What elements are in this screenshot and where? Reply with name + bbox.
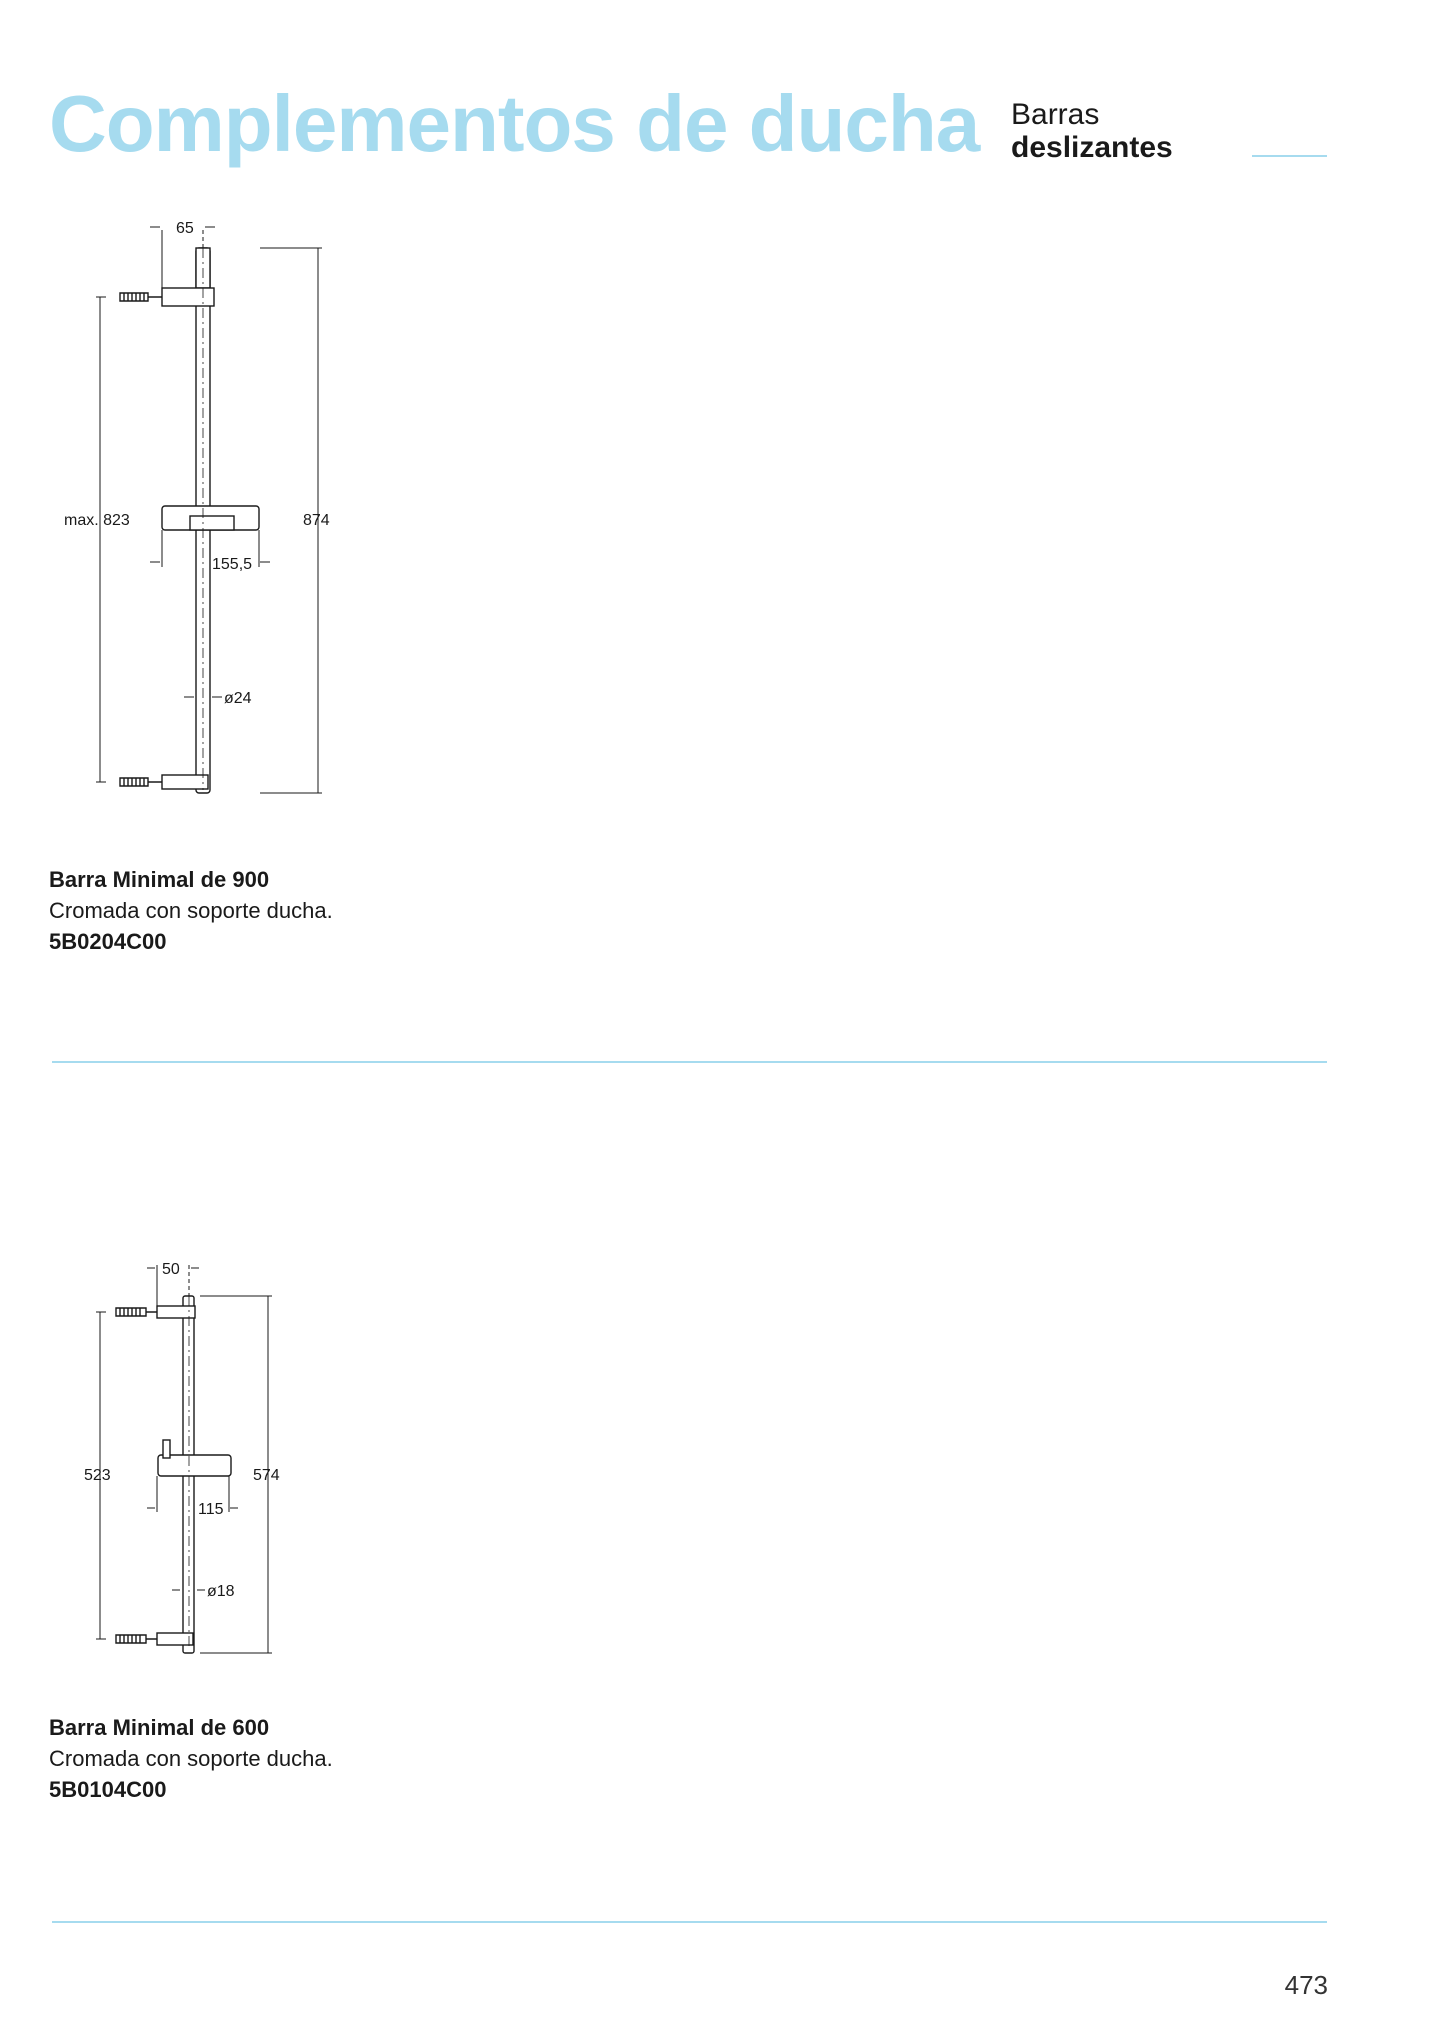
dim-diameter-label: ø24	[224, 690, 252, 707]
wall-plug-top	[120, 293, 148, 301]
top-bracket	[162, 288, 214, 306]
product-name: Barra Minimal de 600	[49, 1715, 270, 1740]
product-code: 5B0104C00	[49, 1777, 167, 1802]
dim-offset-label: 65	[176, 220, 194, 237]
product-name: Barra Minimal de 900	[49, 867, 270, 892]
section-subtitle	[1011, 98, 1173, 164]
product-code: 5B0204C00	[49, 929, 167, 954]
product-caption-600	[49, 1712, 333, 1805]
dim-holder-label: 115	[198, 1501, 224, 1518]
section-divider	[52, 1921, 1327, 1923]
dim-max-label: max. 823	[64, 512, 130, 529]
product-description: Cromada con soporte ducha.	[49, 898, 333, 923]
dim-total-label: 874	[303, 512, 330, 529]
wall-plug-top	[116, 1308, 146, 1316]
product-drawing-900	[0, 210, 400, 810]
dim-diameter-label: ø18	[207, 1583, 235, 1600]
product-drawing-600	[0, 1250, 400, 1670]
dim-holder-label: 155,5	[212, 556, 253, 573]
dim-offset-label: 50	[162, 1261, 180, 1278]
dim-total-label: 574	[253, 1467, 280, 1484]
header-rule	[1252, 155, 1327, 157]
page-title: Complementos de ducha	[49, 79, 980, 168]
wall-plug-bottom	[116, 1635, 146, 1643]
section-divider	[52, 1061, 1327, 1063]
page-number: 473	[1284, 1970, 1328, 2000]
dim-max-label: 523	[84, 1467, 111, 1484]
wall-plug-bottom	[120, 778, 148, 786]
product-caption-900	[49, 864, 333, 957]
subtitle-line-1: Barras	[1011, 98, 1100, 131]
product-description: Cromada con soporte ducha.	[49, 1746, 333, 1771]
subtitle-line-2: deslizantes	[1011, 131, 1173, 164]
bottom-bracket	[157, 1633, 193, 1645]
bottom-bracket	[162, 775, 208, 789]
